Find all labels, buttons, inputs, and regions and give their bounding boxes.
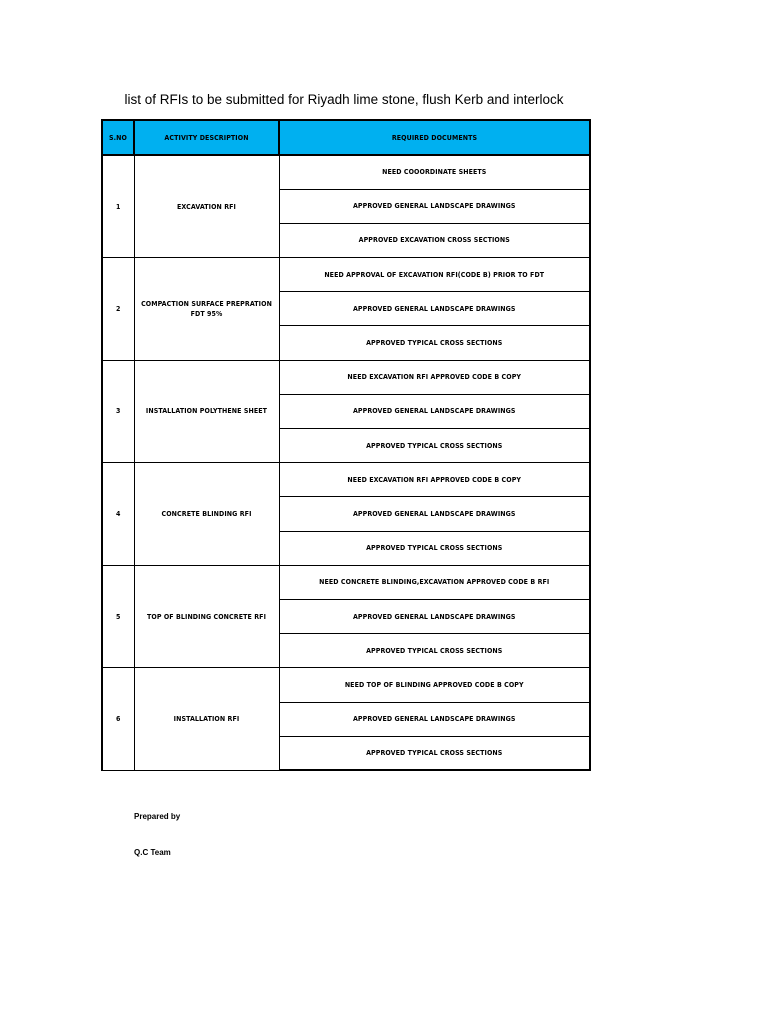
header-activity-description: ACTIVITY DESCRIPTION [134,120,279,155]
row-document: APPROVED TYPICAL CROSS SECTIONS [279,531,590,565]
row-activity: EXCAVATION RFI [134,155,279,258]
prepared-by-team: Q.C Team [134,848,171,857]
row-document: APPROVED EXCAVATION CROSS SECTIONS [279,223,590,257]
table-row [102,155,590,189]
rfi-table-body [102,155,590,770]
row-document: APPROVED GENERAL LANDSCAPE DRAWINGS [279,702,590,736]
row-activity: CONCRETE BLINDING RFI [134,463,279,566]
row-document: APPROVED GENERAL LANDSCAPE DRAWINGS [279,292,590,326]
row-document: APPROVED TYPICAL CROSS SECTIONS [279,326,590,360]
row-sno: 3 [102,360,134,463]
table-header-row [102,120,590,155]
table-row [102,258,590,292]
row-document: NEED TOP OF BLINDING APPROVED CODE B COPY [279,668,590,702]
row-sno: 6 [102,668,134,771]
row-activity: INSTALLATION POLYTHENE SHEET [134,360,279,463]
table-row [102,668,590,702]
row-document: APPROVED GENERAL LANDSCAPE DRAWINGS [279,394,590,428]
row-document: NEED EXCAVATION RFI APPROVED CODE B COPY [279,463,590,497]
row-activity: TOP OF BLINDING CONCRETE RFI [134,565,279,668]
table-row [102,565,590,599]
row-activity: INSTALLATION RFI [134,668,279,771]
row-sno: 5 [102,565,134,668]
row-document: NEED CONCRETE BLINDING,EXCAVATION APPROVED CODE B RFI [279,565,590,599]
table-row [102,360,590,394]
row-document: NEED EXCAVATION RFI APPROVED CODE B COPY [279,360,590,394]
header-required-documents: REQUIRED DOCUMENTS [279,120,590,155]
prepared-by-label: Prepared by [134,812,181,821]
row-activity: COMPACTION SURFACE PREPRATION FDT 95% [134,258,279,361]
header-sno: S.NO [102,120,134,155]
table-row [102,463,590,497]
row-document: APPROVED GENERAL LANDSCAPE DRAWINGS [279,189,590,223]
row-document: APPROVED GENERAL LANDSCAPE DRAWINGS [279,497,590,531]
row-document: NEED APPROVAL OF EXCAVATION RFI(CODE B) PRIOR TO FDT [279,258,590,292]
row-document: APPROVED TYPICAL CROSS SECTIONS [279,736,590,770]
row-sno: 4 [102,463,134,566]
document-title: list of RFIs to be submitted for Riyadh lime stone, flush Kerb and interlock [124,92,564,107]
row-sno: 1 [102,155,134,258]
row-document: APPROVED TYPICAL CROSS SECTIONS [279,634,590,668]
rfi-table [101,119,591,771]
row-document: APPROVED GENERAL LANDSCAPE DRAWINGS [279,599,590,633]
row-document: APPROVED TYPICAL CROSS SECTIONS [279,429,590,463]
row-document: NEED COOORDINATE SHEETS [279,155,590,189]
row-sno: 2 [102,258,134,361]
